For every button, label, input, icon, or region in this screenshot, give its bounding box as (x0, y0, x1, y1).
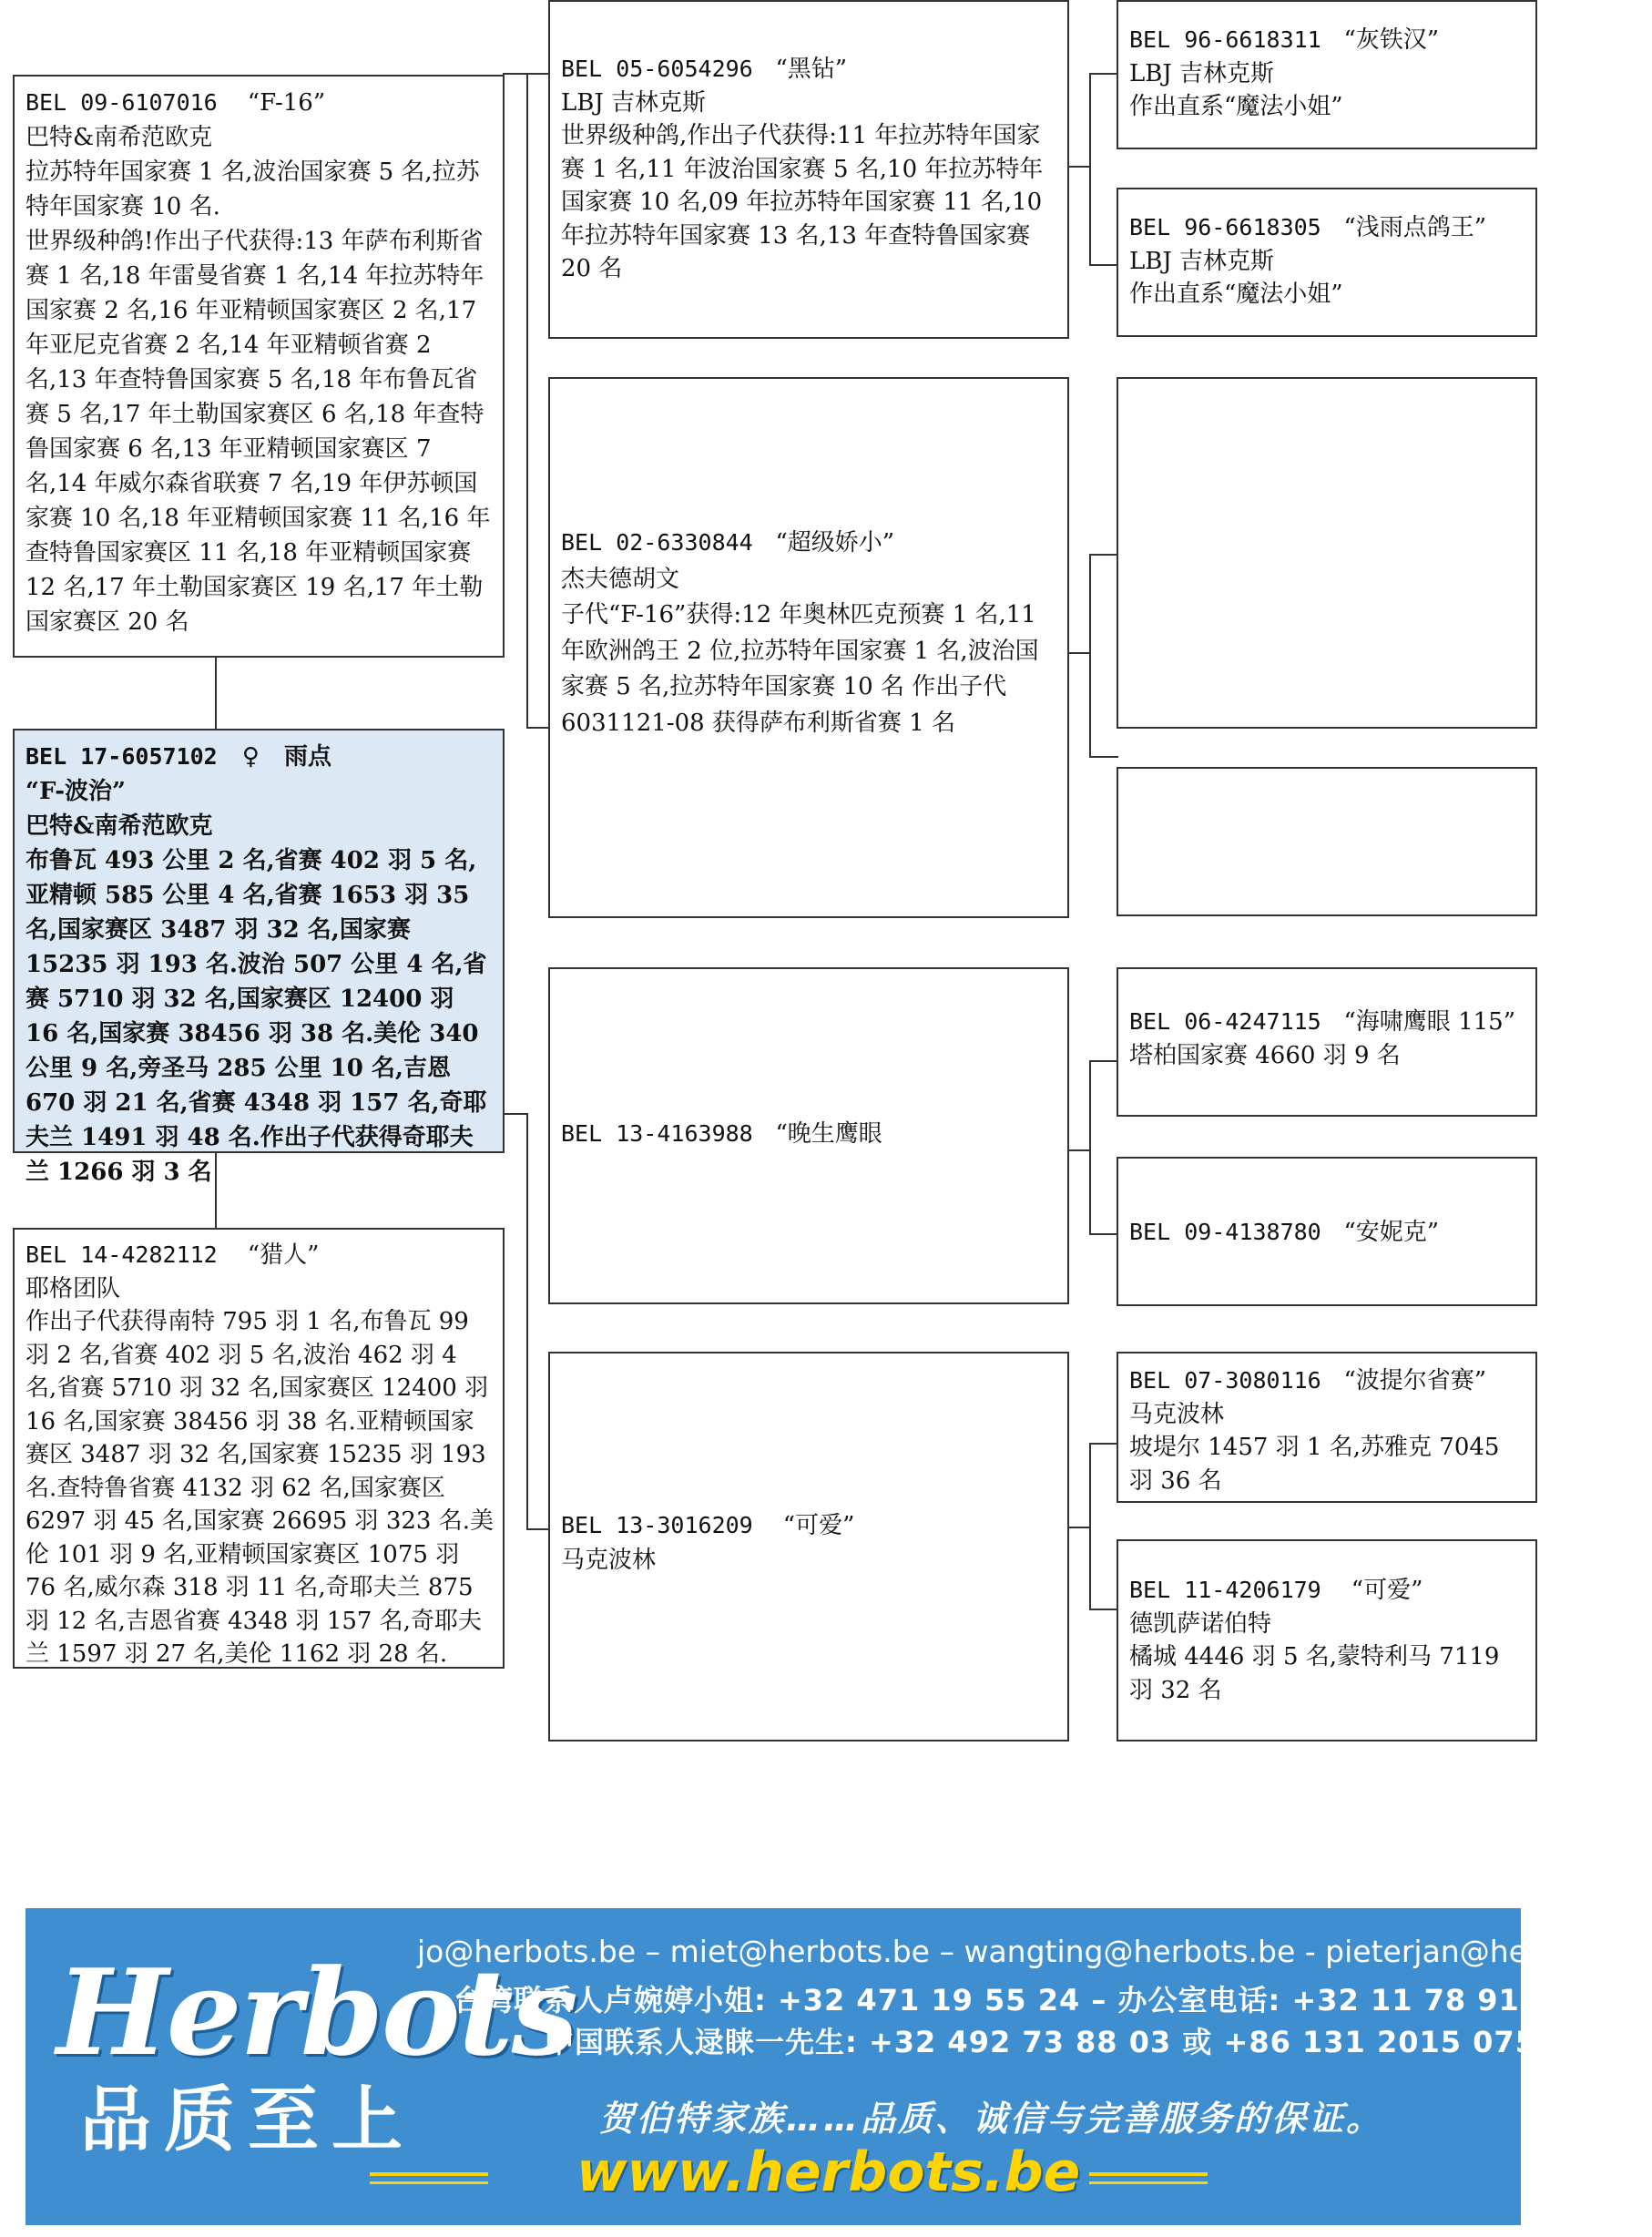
ggp-box-1 (1117, 0, 1537, 149)
ggp2-ring: BEL 96-6618305 (1129, 214, 1321, 240)
sire-dam-results: 子代“F-16”获得:12 年奥林匹克预赛 1 名,11 年欧洲鸽王 2 位,拉苏特年国家赛 1 名,波治国家赛 5 名,拉苏特年国家赛 10 名 作出子代 6031121-08 获得萨布利斯省赛 1 名 (561, 601, 1039, 737)
ggp1-note: 作出直系“魔法小姐” (1129, 93, 1343, 120)
sire-name: “F-16” (247, 89, 326, 117)
sire-dam-breeder: 杰夫德胡文 (561, 565, 680, 593)
sire-sire-results: 世界级种鸽,作出子代获得:11 年拉苏特年国家赛 1 名,11 年波治国家赛 5 名,10 年拉苏特年国家赛 10 名,09 年拉苏特年国家赛 11 名,10 年拉苏特年国家赛 13 名,13 年查特鲁国家赛 20 名 (561, 122, 1044, 282)
ggp5-name: “海啸鹰眼 115” (1343, 1008, 1515, 1036)
ggp2-note: 作出直系“魔法小姐” (1129, 281, 1343, 308)
dam-dam-box (548, 1352, 1069, 1742)
ggp7-name: “波提尔省赛” (1343, 1367, 1487, 1394)
dam-name: “猎人” (247, 1241, 320, 1269)
dam-offspring: 作出子代获得南特 795 羽 1 名,布鲁瓦 99 羽 2 名,省赛 402 羽 5 名,波治 462 羽 4 名,省赛 5710 羽 32 名,国家赛区 12400 羽 16 名,国家赛 38456 羽 38 名.亚精顿国家赛区 3487 羽 32 名,国家赛 15235 羽 193 名.查特鲁省赛 4132 羽 62 名,国家赛区 6297 羽 45 名,国家赛 26695 羽 323 名.美伦 101 羽 9 名,亚精顿国家赛区 1075 羽 76 名,威尔森 318 羽 11 名,奇耶夫兰 875 羽 12 名,吉恩省赛 4348 羽 157 名,奇耶夫兰 1597 羽 27 名,美伦 1162 羽 28 名. (25, 1308, 494, 1668)
ggp1-breeder: LBJ 吉林克斯 (1129, 59, 1275, 87)
website-link[interactable]: www.herbots.be (576, 2140, 1081, 2204)
dam-ring: BEL 14-4282112 (25, 1241, 218, 1268)
sire-box (13, 75, 505, 658)
subject-ring: BEL 17-6057102 (25, 743, 218, 770)
taiwan-contact: 台湾联系人卢婉婷小姐: +32 471 19 55 24 – 办公室电话: +32 11 78 91 90 (454, 1983, 1574, 2017)
ggp-box-4 (1117, 767, 1537, 916)
sire-dam-ring: BEL 02-6330844 (561, 529, 753, 556)
sire-results: 拉苏特年国家赛 1 名,波治国家赛 5 名,拉苏特年国家赛 10 名. (25, 158, 480, 220)
footer-motto: 贺伯特家族……品质、诚信与完善服务的保证。 (599, 2099, 1384, 2139)
ggp7-ring: BEL 07-3080116 (1129, 1367, 1321, 1394)
ggp-box-7 (1117, 1352, 1537, 1503)
dam-sire-name: “晚生鹰眼 (775, 1120, 882, 1148)
subject-name: “F-波治” (25, 778, 126, 805)
subject-breeder: 巴特&南希范欧克 (25, 812, 213, 840)
deco-line-left-top (370, 2172, 488, 2176)
dam-dam-breeder: 马克波林 (561, 1547, 657, 1574)
dam-dam-name: “可爱” (782, 1512, 855, 1539)
subject-color: 雨点 (284, 743, 332, 771)
ggp-box-2 (1117, 188, 1537, 337)
ggp7-result: 坡堤尔 1457 羽 1 名,苏雅克 7045 羽 36 名 (1129, 1434, 1500, 1495)
dam-sire-ring: BEL 13-4163988 (561, 1120, 753, 1147)
ggp6-ring: BEL 09-4138780 (1129, 1219, 1321, 1245)
dam-sire-box (548, 967, 1069, 1304)
sire-dam-box (548, 377, 1069, 918)
sire-dam-name: “超级娇小” (775, 529, 895, 557)
ggp2-name: “浅雨点鸽王” (1343, 214, 1487, 241)
ggp-box-5 (1117, 967, 1537, 1117)
ggp1-ring: BEL 96-6618311 (1129, 26, 1321, 53)
deco-line-right-top (1089, 2172, 1208, 2176)
sire-sire-breeder: LBJ 吉林克斯 (561, 88, 707, 117)
ggp7-breeder: 马克波林 (1129, 1400, 1225, 1428)
ggp8-name: “可爱” (1351, 1577, 1423, 1604)
sire-breeder: 巴特&南希范欧克 (25, 124, 213, 151)
ggp8-ring: BEL 11-4206179 (1129, 1577, 1321, 1603)
deco-line-right-bottom (1089, 2181, 1208, 2184)
ggp-box-8 (1117, 1539, 1537, 1742)
ggp1-name: “灰铁汉” (1343, 26, 1440, 54)
ggp2-breeder: LBJ 吉林克斯 (1129, 247, 1275, 275)
sire-ring: BEL 09-6107016 (25, 89, 218, 116)
sire-sire-box (548, 0, 1069, 339)
footer-banner (25, 1908, 1652, 2225)
dam-box (13, 1228, 505, 1669)
ggp5-ring: BEL 06-4247115 (1129, 1008, 1321, 1035)
ggp-box-3 (1117, 377, 1537, 729)
footer-emails[interactable]: jo@herbots.be – miet@herbots.be – wangting@herbots.be - pieterjan@herbots.be (417, 1934, 1652, 1969)
deco-line-left-bottom (370, 2181, 488, 2184)
dam-breeder: 耶格团队 (25, 1274, 121, 1302)
ggp5-result: 塔柏国家赛 4660 羽 9 名 (1129, 1041, 1401, 1069)
sire-sire-ring: BEL 05-6054296 (561, 56, 753, 82)
ggp8-breeder: 德凯萨诺伯特 (1129, 1609, 1272, 1638)
subject-sex: ♀ (241, 743, 260, 771)
sire-sire-name: “黑钻” (775, 56, 848, 83)
herbots-logo: Herbots (56, 1943, 576, 2082)
footer-slogan: 品质至上 (80, 2079, 416, 2161)
ggp6-name: “安妮克” (1343, 1219, 1440, 1246)
ggp-box-6 (1117, 1157, 1537, 1306)
subject-results: 布鲁瓦 493 公里 2 名,省赛 402 羽 5 名,亚精顿 585 公里 4 名,省赛 1653 羽 35 名,国家赛区 3487 羽 32 名,国家赛 15235 羽 193 名.波治 507 公里 4 名,省赛 5710 羽 32 名,国家赛区 12400 羽 16 名,国家赛 38456 羽 38 名.美伦 340 公里 9 名,旁圣马 285 公里 10 名,吉恩 670 羽 21 名,省赛 4348 羽 157 名,奇耶夫兰 1491 羽 48 名.作出子代获得奇耶夫兰 1266 羽 3 名 (25, 847, 487, 1186)
dam-dam-ring: BEL 13-3016209 (561, 1512, 753, 1538)
subject-box (13, 729, 505, 1186)
china-contact: 中国联系人逯睐一先生: +32 492 73 88 03 或 +86 131 2015 0755 (545, 2025, 1558, 2059)
sire-offspring: 世界级种鸽!作出子代获得:13 年萨布利斯省赛 1 名,18 年雷曼省赛 1 名,14 年拉苏特年国家赛 2 名,16 年亚精顿国家赛区 2 名,17 年亚尼克省赛 2 名,14 年亚精顿省赛 2 名,13 年查特鲁国家赛 5 名,18 年布鲁瓦省赛 5 名,17 年土勒国家赛区 6 名,18 年查特鲁国家赛 6 名,13 年亚精顿国家赛区 7 名,14 年威尔森省联赛 7 名,19 年伊苏顿国家赛 10 名,18 年亚精顿国家赛 11 名,16 年查特鲁国家赛区 11 名,18 年亚精顿国家赛 12 名,17 年土勒国家赛区 19 名,17 年土勒国家赛区 20 名 (25, 228, 491, 636)
ggp8-result: 橘城 4446 羽 5 名,蒙特利马 7119 羽 32 名 (1129, 1643, 1500, 1704)
